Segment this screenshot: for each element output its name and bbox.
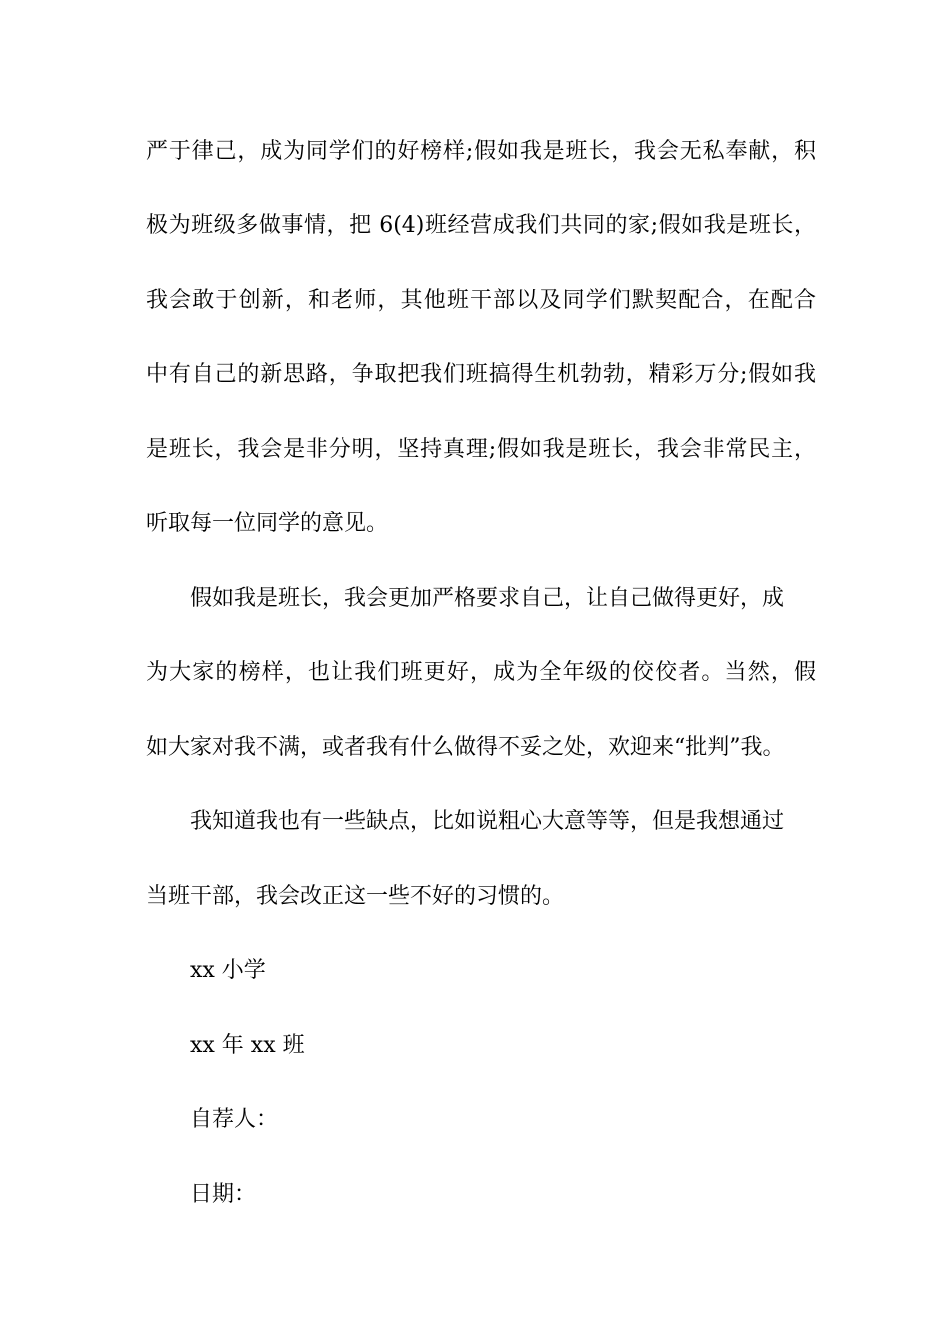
paragraph-3-line-2: 当班干部，我会改正这一些不好的习惯的。 bbox=[146, 884, 565, 909]
paragraph-2-line-1: 假如我是班长，我会更加严格要求自己，让自己做得更好，成 bbox=[190, 586, 785, 611]
paragraph-1-line-5: 是班长，我会是非分明，坚持真理;假如我是班长，我会非常民主， bbox=[146, 437, 816, 462]
paragraph-1-line-2: 极为班级多做事情，把 6(4)班经营成我们共同的家;假如我是班长， bbox=[146, 213, 816, 238]
paragraph-1-line-6: 听取每一位同学的意见。 bbox=[146, 511, 389, 536]
paragraph-2-line-2: 为大家的榜样，也让我们班更好，成为全年级的佼佼者。当然，假 bbox=[146, 660, 816, 685]
signature-class: xx 年 xx 班 bbox=[190, 1033, 305, 1058]
paragraph-1-line-4: 中有自己的新思路，争取把我们班搞得生机勃勃，精彩万分;假如我 bbox=[146, 362, 816, 387]
signature-date: 日期： bbox=[190, 1182, 257, 1207]
paragraph-2-line-3: 如大家对我不满，或者我有什么做得不妥之处，欢迎来“批判”我。 bbox=[146, 735, 785, 760]
signature-recommender: 自荐人： bbox=[190, 1107, 279, 1132]
paragraph-1-line-3: 我会敢于创新，和老师，其他班干部以及同学们默契配合，在配合 bbox=[146, 288, 816, 313]
paragraph-1-line-1: 严于律己，成为同学们的好榜样;假如我是班长，我会无私奉献，积 bbox=[146, 139, 816, 164]
signature-school: xx 小学 bbox=[190, 958, 266, 983]
paragraph-3-line-1: 我知道我也有一些缺点，比如说粗心大意等等，但是我想通过 bbox=[190, 809, 785, 834]
